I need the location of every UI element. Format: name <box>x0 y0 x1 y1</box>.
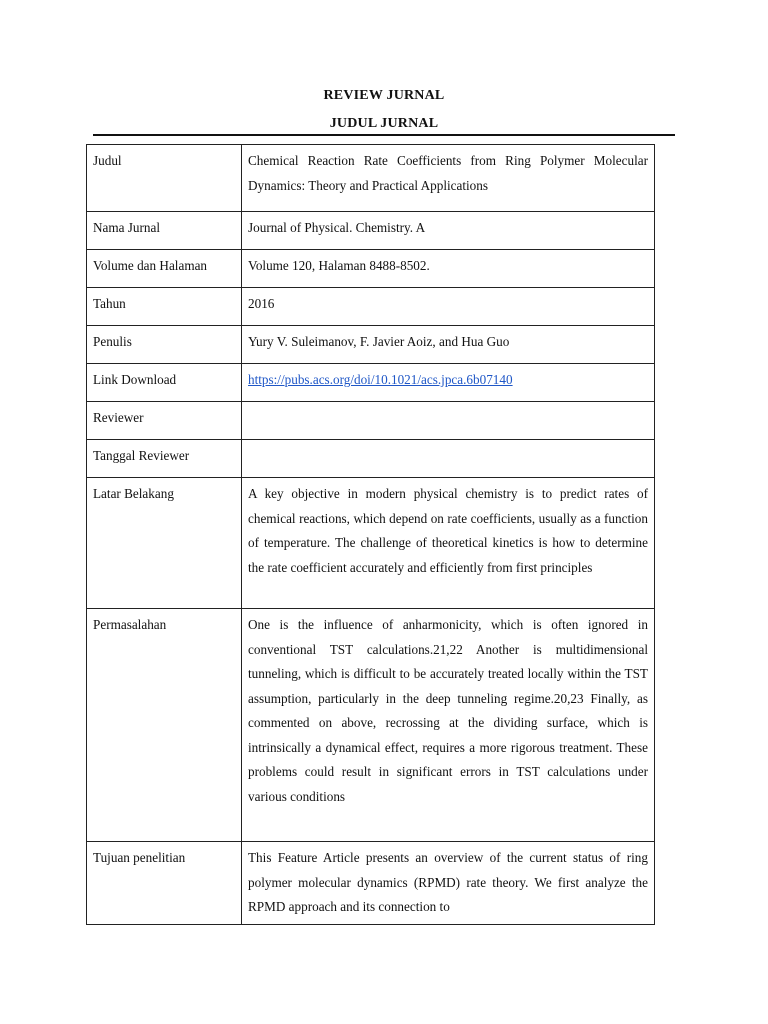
table-row-reviewer <box>87 402 655 440</box>
document-title: REVIEW JURNAL <box>323 88 445 103</box>
row-label-penulis: Penulis <box>87 326 242 364</box>
header-rule <box>93 134 675 136</box>
row-label-tanggal-reviewer: Tanggal Reviewer <box>87 440 242 478</box>
row-value-volume: Volume 120, Halaman 8488-8502. <box>242 250 655 288</box>
table-row-tujuan-penelitian <box>87 842 655 925</box>
row-label-permasalahan: Permasalahan <box>87 609 242 842</box>
table-row-link-download <box>87 364 655 402</box>
table-row-penulis <box>87 326 655 364</box>
row-value-nama-jurnal: Journal of Physical. Chemistry. A <box>242 212 655 250</box>
table-row-nama-jurnal <box>87 212 655 250</box>
row-label-tahun: Tahun <box>87 288 242 326</box>
table-row-permasalahan <box>87 609 655 842</box>
row-label-latar-belakang: Latar Belakang <box>87 478 242 609</box>
row-label-nama-jurnal: Nama Jurnal <box>87 212 242 250</box>
row-label-link-download: Link Download <box>87 364 242 402</box>
review-table <box>86 144 655 925</box>
row-label-reviewer: Reviewer <box>87 402 242 440</box>
row-value-latar-belakang: A key objective in modern physical chemistry is to predict rates of chemical reactions, which depend on rate coefficients, usually as a function of temperature. The challenge of theoretical kinetics is how to determine the rate coefficient accurately and efficiently from first principles <box>242 478 655 609</box>
document-subtitle: JUDUL JURNAL <box>329 116 439 131</box>
table-row-judul <box>87 145 655 212</box>
row-value-tujuan-penelitian: This Feature Article presents an overview of the current status of ring polymer molecular dynamics (RPMD) rate theory. We first analyze the RPMD approach and its connection to <box>242 842 655 925</box>
row-value-permasalahan: One is the influence of anharmonicity, which is often ignored in conventional TST calculations.21,22 Another is multidimensional tunneling, which is difficult to be accurately treated locally within the TST assumption, particularly in the deep tunneling regime.20,23 Finally, as commented on above, recrossing at the dividing surface, which is intrinsically a dynamical effect, requires a more rigorous treatment. These problems could result in significant errors in TST calculations under various conditions <box>242 609 655 842</box>
table-row-volume <box>87 250 655 288</box>
row-value-tahun: 2016 <box>242 288 655 326</box>
row-label-tujuan-penelitian: Tujuan penelitian <box>87 842 242 925</box>
download-link[interactable]: https://pubs.acs.org/doi/10.1021/acs.jpca.6b07140 <box>248 372 513 387</box>
row-value-link-download <box>242 364 655 402</box>
table-row-tanggal-reviewer <box>87 440 655 478</box>
row-value-reviewer <box>242 402 655 440</box>
row-value-penulis: Yury V. Suleimanov, F. Javier Aoiz, and Hua Guo <box>242 326 655 364</box>
table-row-latar-belakang <box>87 478 655 609</box>
row-value-tanggal-reviewer <box>242 440 655 478</box>
table-row-tahun <box>87 288 655 326</box>
row-label-volume: Volume dan Halaman <box>87 250 242 288</box>
row-value-judul: Chemical Reaction Rate Coefficients from Ring Polymer Molecular Dynamics: Theory and Practical Applications <box>242 145 655 212</box>
row-label-judul: Judul <box>87 145 242 212</box>
